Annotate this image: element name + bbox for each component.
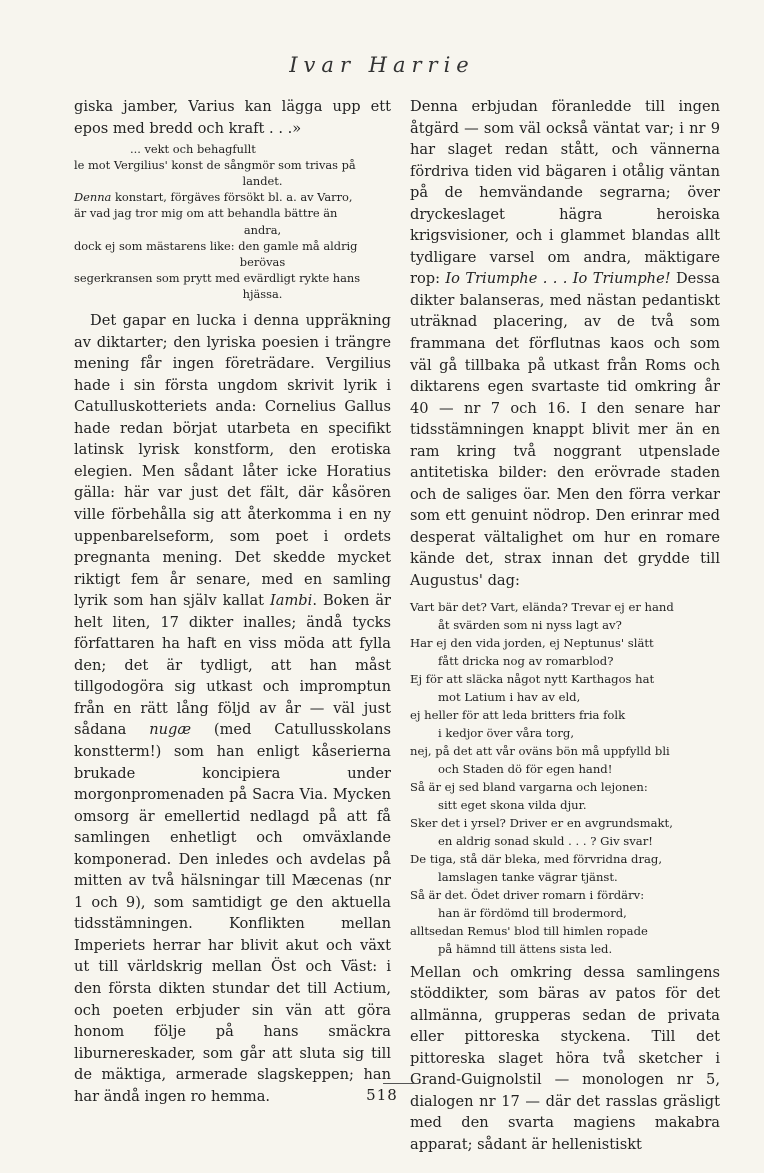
footer-rule [383, 1083, 419, 1084]
text-run: Det gapar en lucka i denna uppräkning av diktarter; den lyriska poesien i trängre mening får ingen företrädare. Vergilius hade i sin första ungdom skrivit lyrik i Catulluskotteriets anda: Cornelius Gallus hade redan börjat utarbeta en specifikt latinsk lyrisk konstform, den erotiska elegien. Men sådant låter icke Horatius gälla: här var just det fält, där kåsören ville förbehålla sig att återkomma i en ny uppenbarelseform, som poet i ordets pregnanta mening. Det skedde mycket riktigt fem år senare, med en samling lyrik som han själv kallat [74, 312, 391, 610]
verse-line [74, 189, 391, 205]
verse-line: lamslagen tanke vägrar tjänst. [438, 869, 618, 884]
body-paragraph [74, 310, 391, 1107]
text-run: (med Catullusskolans konstterm!) som han enligt kåserierna brukade koncipiera under morgonpromenaden på Sacra Via. Mycken omsorg är emellertid nedlagd på att få samlingen enhetligt och omväxlande komponerad. Den inledes och avdelas på mitten av två hälsningar till Mæcenas (nr 1 och 9), som samtidigt ge den aktuella tidsstämningen. Konflikten mellan Imperiets herrar har blivit akut och växt ut till världskrig mellan Öst och Väst: i den första dikten stundar det till Actium, och poeten erbjuder sin vän att göra honom följe på hans smäckra liburnereskader, som går att sluta sig till de mäktiga, armerade slagskeppen; han har ändå ingen ro hemma. [74, 721, 391, 1105]
verse-line: åt svärden som ni nyss lagt av? [438, 617, 622, 632]
verse-quote-epode [410, 598, 720, 958]
left-column [74, 96, 391, 1107]
running-header: Ivar Harrie [289, 53, 475, 77]
verse-line: mot Latium i hav av eld, [438, 689, 581, 704]
body-paragraph: Mellan och omkring dessa samlingens stöddikter, som bäras av patos för det allmänna, grupperas sedan de privata eller pittoreska styckena. Till det pittoreska slaget höra två sketcher i Grand-Guignolstil — monologen nr 5, dialogen nr 17 — där det rasslas gräsligt med den svarta magiens makabra apparat; sådant är hellenistiskt [410, 963, 720, 1153]
verse-line: landet. [242, 174, 283, 189]
verse-line: i kedjor över våra torg, [438, 725, 575, 740]
verse-line: sitt eget skona vilda djur. [438, 797, 587, 812]
term-nugae: nugæ [149, 721, 192, 739]
verse-line: berövas [239, 254, 286, 269]
verse-line: le mot Vergilius' konst de sångmör som trivas på [74, 158, 356, 173]
verse-line: ... vekt och behagfullt [130, 142, 256, 157]
right-column [410, 96, 720, 1156]
title-iambi: Iambi [270, 592, 313, 610]
verse-line: är vad jag tror mig om att behandla bättre än [74, 206, 338, 221]
verse-line: De tiga, stå där bleka, med förvridna drag, [410, 851, 663, 866]
verse-line: Vart bär det? Vart, eländа? Trevar ej er hand [410, 599, 674, 614]
verse-line: Så är det. Ödet driver romarn i fördärv: [410, 887, 645, 902]
verse-line: på hämnd till ättens sista led. [438, 941, 613, 956]
verse-line: alltsedan Remus' blod till himlen ropade [410, 923, 648, 938]
text-run: Denna erbjudan föranledde till ingen åtgärd — som väl också väntat var; i nr 9 har slaget redan stått, och vännerna fördriva tiden vid bägaren i otålig väntan på de hemvändande segrarna; över dryckeslaget hägra heroiska krigsvisioner, och i glammet blandas allt tydligare varsel om andra, mäktigare rop: [410, 98, 720, 288]
verse-line: och Staden dö för egen hand! [438, 761, 613, 776]
page-number: 518 [366, 1086, 398, 1104]
text-run: . Boken är helt liten, 17 dikter inalles; ändå tycks författaren ha haft en viss möda att fylla den; det är tydligt, att han måst tillgodogöra sig utkast och impromptun från en rätt lång följd av år — väl just sådana [74, 592, 391, 739]
verse-line: Så är ej sed bland vargarna och lejonen: [410, 779, 648, 794]
verse-line: Har ej den vida jorden, ej Neptunus' slätt [410, 635, 654, 650]
verse-line: fått dricka nog av romarblod? [438, 653, 614, 668]
verse-word-denna: Denna [74, 190, 112, 205]
verse-quote-vergilius [74, 141, 391, 302]
verse-line: andra, [243, 222, 282, 237]
verse-line: nej, på det att vår oväns bön må uppfylld bli [410, 743, 670, 758]
paragraph-continuation: giska jamber, Varius kan lägga upp ett epos med bredd och kraft . . .» [74, 98, 391, 137]
text-run: Dessa dikter balanseras, med nästan pedantiskt uträknad placering, av de två som frammana det förflutnas kaos och som väl gå tillbaka på utkast från Roms och diktarens egen svartaste tid omkring år 40 — nr 7 och 16. I den senare har tidsstämningen knappt blivit mer än en ram kring två noggrant utpenslade antitetiska bilder: den erövrade staden och de saliges öar. Men den förra verkar som ett genuint nödrop. Den erinrar med desperat vältalighet om hur en romare kände det, strax innan det grydde till Augustus' dag: [410, 270, 720, 590]
verse-line-rest: konstart, förgäves försökt bl. a. av Varro, [111, 190, 353, 205]
verse-line: segerkransen som prytt med evärdligt rykte hans [74, 270, 361, 285]
quote-io-triumphe: Io Triumphe . . . Io Triumphe! [445, 270, 671, 288]
verse-line: ej heller för att leda britters fria folk [410, 707, 626, 722]
verse-line: hjässa. [242, 286, 283, 301]
verse-line: dock ej som mästarens like: den gamle må aldrig [74, 238, 358, 253]
verse-line: han är fördömd till brodermord, [438, 905, 627, 920]
verse-line: en aldrig sonad skuld . . . ? Giv svar! [438, 833, 653, 848]
body-paragraph [410, 96, 720, 592]
verse-line: Ej för att släcka något nytt Karthagos hat [410, 671, 655, 686]
verse-line: Sker det i yrsel? Driver er en avgrundsmakt, [410, 815, 673, 830]
